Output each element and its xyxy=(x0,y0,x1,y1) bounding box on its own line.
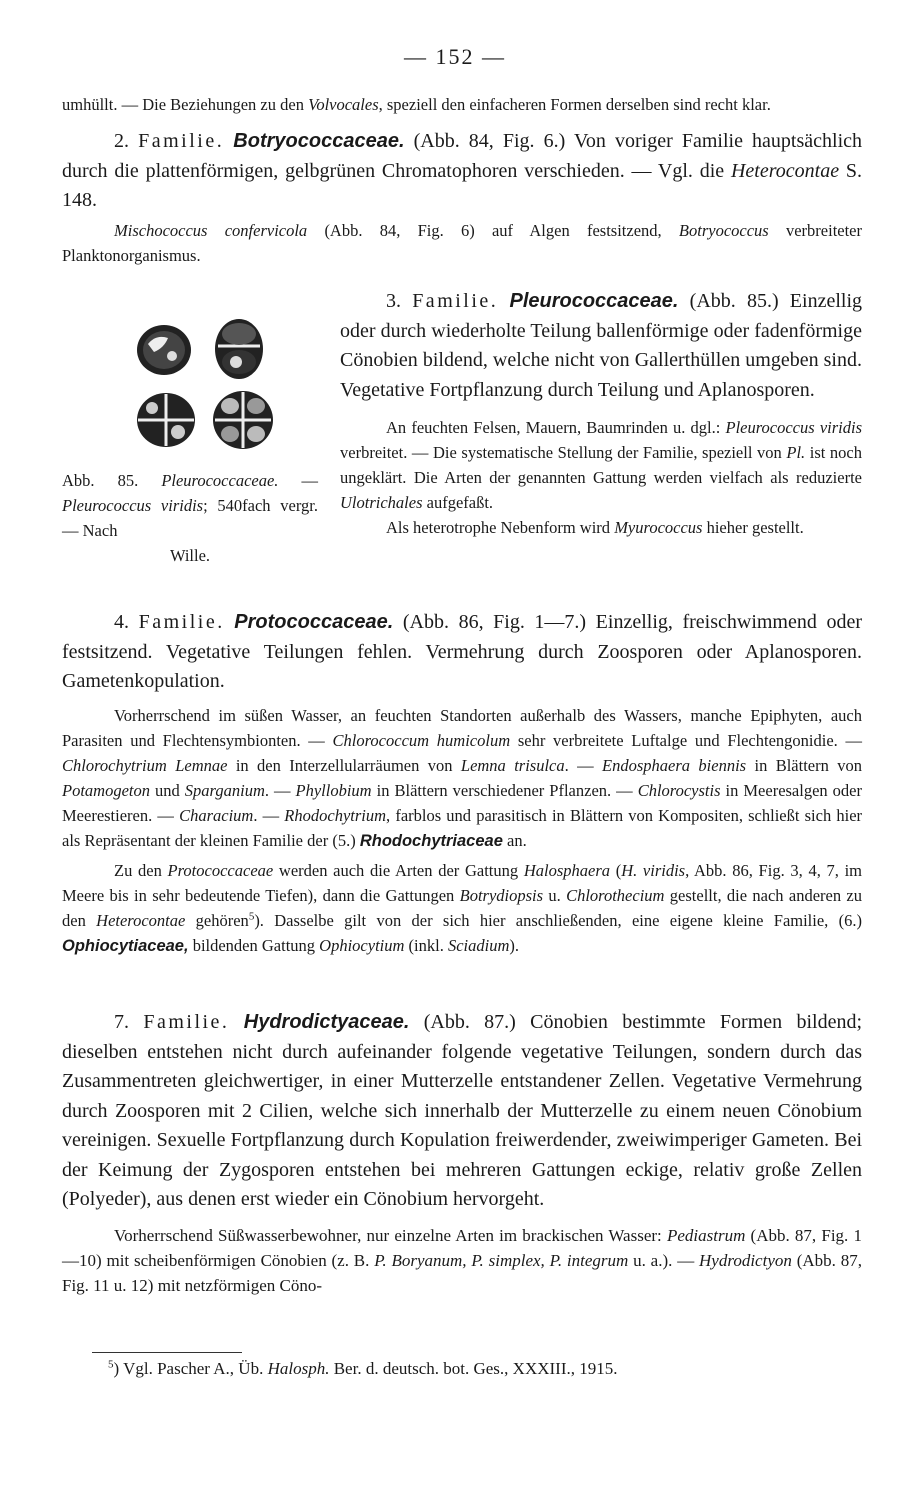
text-span: an. xyxy=(502,830,527,850)
text-span: ). xyxy=(509,935,519,955)
family-3-block xyxy=(340,287,862,540)
italic-span: P. Boryanum, P. simplex, P. integrum xyxy=(374,1250,629,1270)
text-span: bildenden Gattung xyxy=(188,935,320,955)
italic-span: Halosphaera xyxy=(523,860,610,880)
text-span: . — xyxy=(264,780,296,800)
text-span: Als heterotrophe Nebenform wird xyxy=(386,518,615,537)
italic-span: Sparganium xyxy=(184,780,265,800)
family-name: Rhodochytriaceae xyxy=(359,831,503,850)
text-span: , Abb. 86, Fig. 3, 4, 7, im Meere bis in sehr bedeutende Tiefen), dann die Gattungen xyxy=(62,860,863,905)
italic-span: Pleurococcus viridis xyxy=(725,418,863,437)
text-span: ( xyxy=(610,860,622,880)
page-number: — 152 — xyxy=(404,44,506,69)
family-2-note xyxy=(62,218,862,268)
family-number: 3. xyxy=(386,290,413,312)
italic-span: Rhodochytrium xyxy=(284,805,387,825)
italic-span: Botryococcus xyxy=(678,220,769,240)
italic-span: Protococcaceae xyxy=(167,860,274,880)
cell-drawing-1 xyxy=(134,322,194,378)
text-span: und xyxy=(150,780,185,800)
italic-span: Pediastrum xyxy=(666,1225,746,1245)
text-span: (Abb. 84, Fig. 6) auf Algen festsitzend, xyxy=(307,220,679,240)
text-span: (Abb. 87, Fig. 11 u. 12) mit netzförmigen Cöno- xyxy=(62,1250,862,1295)
italic-span: Ulotrichales xyxy=(340,493,423,512)
family-3-note xyxy=(340,415,862,515)
family-4-paragraph xyxy=(62,608,862,697)
cell-drawing-4 xyxy=(210,388,276,452)
italic-span: Lemna trisulca xyxy=(460,755,565,775)
footnote xyxy=(108,1356,868,1382)
family-name: Protococcaceae. xyxy=(234,611,394,633)
family-4-block xyxy=(62,608,862,959)
footnote-number: 5 xyxy=(108,1358,114,1371)
text-span: (Abb. 87.) Cönobien bestimmte Formen bildend; dieselben entstehen nicht durch aufeinander folgende vegetative Teilungen, sondern durch das Zusammentreten gleichwertiger, in einer Mutterzelle entstandener Zellen. Vegetative Vermehrung durch Zoosporen mit 2 Cilien, welche sich innerhalb der Mutterzelle zu einem neuen Cönobium vereinigen. Sexuelle Fortpflanzung durch Kopulation freiwerdender, zweiwimperiger Gameten. Bei der Keimung der Zygosporen entstehen bei mehreren Gattungen eckige, relativ große Zellen (Polyeder), aus denen erst wieder ein Cönobium hervorgeht. xyxy=(62,1011,862,1210)
family-name: Ophiocytiaceae, xyxy=(62,936,189,955)
text-span: in Blättern verschiedener Pflanzen. — xyxy=(371,780,638,800)
top-block xyxy=(62,92,862,268)
italic-span: Characium xyxy=(179,805,254,825)
italic-span: Chlorothecium xyxy=(566,885,665,905)
family-name: Hydrodictyaceae. xyxy=(243,1011,410,1033)
footnote-rule xyxy=(92,1352,242,1353)
italic-span: Myurococcus xyxy=(614,518,703,537)
text-span: , speziell den einfacheren Formen derselben sind recht klar. xyxy=(378,95,771,114)
text-span: . — xyxy=(564,755,603,775)
text-span: gestellt, die nach anderen zu den xyxy=(62,885,863,930)
text-span: (Abb. 86, Fig. 1—7.) Einzellig, freischwimmend oder festsitzend. Vegetative Teilungen fehlen. Vermehrung durch Zoosporen oder Aplanosporen. Gametenkopulation. xyxy=(62,611,862,692)
footnote-marker[interactable]: 5 xyxy=(248,910,255,922)
text-span: verbreitet. — Die systematische Stellung der Familie, speziell von xyxy=(340,443,787,462)
text-span: . — xyxy=(253,805,285,825)
cell-drawing-2 xyxy=(212,316,266,382)
continuation-paragraph xyxy=(62,92,862,117)
family-number: 2. xyxy=(114,130,139,152)
text-span: Zu den xyxy=(114,860,168,880)
family-word: Familie. xyxy=(143,1011,230,1033)
text-span: u. xyxy=(543,885,567,905)
family-word: Familie. xyxy=(412,290,499,312)
caption-credit: Wille. xyxy=(169,546,211,565)
family-2-paragraph xyxy=(62,127,862,216)
text-span: gehören xyxy=(185,910,249,930)
italic-span: Hydrodictyon xyxy=(699,1250,792,1270)
text-span: in den Interzellularräumen von xyxy=(227,755,461,775)
italic-span: Heterocontae xyxy=(96,910,186,930)
text-span: verbreiteter Planktonorganismus. xyxy=(62,220,862,265)
text-span: aufgefaßt. xyxy=(422,493,494,512)
text-span: (Abb. 85.) Einzellig oder durch wiederholte Teilung ballenförmige oder fadenförmige Cönobien bildend, welche nicht von Gallerthüllen umgeben sind. Vegetative Fortpflanzung durch Teilung und Aplanosporen. xyxy=(340,290,862,401)
italic-span: Mischococcus confervicola xyxy=(114,220,308,240)
italic-span: Chlorocystis xyxy=(637,780,721,800)
family-7-paragraph xyxy=(62,1008,862,1215)
family-7-block xyxy=(62,1008,862,1298)
text-span: An feuchten Felsen, Mauern, Baumrinden u. dgl.: xyxy=(386,418,726,437)
family-4-note xyxy=(62,703,862,854)
text-span: , farblos und parasitisch in Blättern von Kompositen, schließt sich hier als Repräsentant der kleinen Familie der (5.) xyxy=(62,805,863,850)
italic-span: Pleurococcaceae. xyxy=(161,471,279,490)
italic-span: Volvocales xyxy=(308,95,379,114)
text-span: u. a.). — xyxy=(628,1250,700,1270)
text-span: ). Dasselbe gilt von der sich hier anschließenden, eine eigene kleine Familie, (6.) xyxy=(254,910,862,930)
italic-span: Heterocontae xyxy=(730,159,840,182)
text-span: (Abb. 87, Fig. 1—10) mit scheibenförmigen Cönobien (z. B. xyxy=(62,1225,863,1270)
italic-span: Pl. xyxy=(786,443,806,462)
text-span: Ber. d. deutsch. bot. Ges., XXXIII., 1915. xyxy=(329,1359,618,1378)
family-number: 7. xyxy=(114,1011,144,1033)
family-7-note xyxy=(62,1223,862,1298)
text-span: in Meeresalgen oder Meerestieren. — xyxy=(62,780,863,825)
family-number: 4. xyxy=(114,611,139,633)
italic-span: Endosphaera biennis xyxy=(602,755,747,775)
family-word: Familie. xyxy=(138,611,225,633)
text-span: umhüllt. — Die Beziehungen zu den xyxy=(62,95,309,114)
text-span: sehr verbreitete Luftalge und Flechtengonidie. — xyxy=(510,730,862,750)
text-span: hieher gestellt. xyxy=(702,518,804,537)
text-span: ist noch ungeklärt. Die Arten der genannten Gattung werden vielfach als reduzierte xyxy=(340,443,862,487)
family-3-paragraph xyxy=(340,287,862,405)
text-span: Abb. 85. xyxy=(62,471,162,490)
figure-abb-85 xyxy=(62,298,318,568)
italic-span: Halosph. xyxy=(267,1359,330,1378)
text-span: ; 540fach vergr. — Nach xyxy=(62,496,318,540)
cell-drawing-3 xyxy=(134,390,198,450)
family-word: Familie. xyxy=(138,130,225,152)
family-name: Pleurococcaceae. xyxy=(509,290,679,312)
italic-span: Chlorococcum humicolum xyxy=(332,730,511,750)
italic-span: Phyllobium xyxy=(295,780,372,800)
text-span: Vorherrschend im süßen Wasser, an feuchten Standorten außerhalb des Wassers, manche Epiphyten, auch Parasiten und Flechtensymbionten. — xyxy=(62,705,862,750)
italic-span: Pleurococcus viridis xyxy=(62,496,204,515)
text-span: (inkl. xyxy=(404,935,448,955)
figure-illustration xyxy=(62,298,318,458)
text-span: ) Vgl. Pascher A., Üb. xyxy=(113,1359,268,1378)
text-span: (Abb. 84, Fig. 6.) Von voriger Familie hauptsächlich durch die plattenförmigen, gelbgrünen Chromatophoren verschieden. — Vgl. die xyxy=(62,130,863,182)
figure-caption xyxy=(62,468,318,568)
italic-span: H. viridis xyxy=(621,860,686,880)
text-span: S. 148. xyxy=(62,159,862,211)
italic-span: Botrydiopsis xyxy=(459,885,544,905)
text-span: in Blättern von xyxy=(746,755,862,775)
text-span: Vorherrschend Süßwasserbewohner, nur einzelne Arten im brackischen Wasser: xyxy=(114,1225,667,1245)
text-span: werden auch die Arten der Gattung xyxy=(273,860,524,880)
italic-span: Sciadium xyxy=(447,935,510,955)
italic-span: Potamogeton xyxy=(62,780,150,800)
family-3-note-2 xyxy=(340,515,862,540)
italic-span: Chlorochytrium Lemnae xyxy=(62,755,228,775)
family-4-note-2 xyxy=(62,858,862,959)
family-name: Botryococcaceae. xyxy=(233,130,405,152)
italic-span: Ophiocytium xyxy=(319,935,405,955)
text-span: — xyxy=(278,471,319,490)
